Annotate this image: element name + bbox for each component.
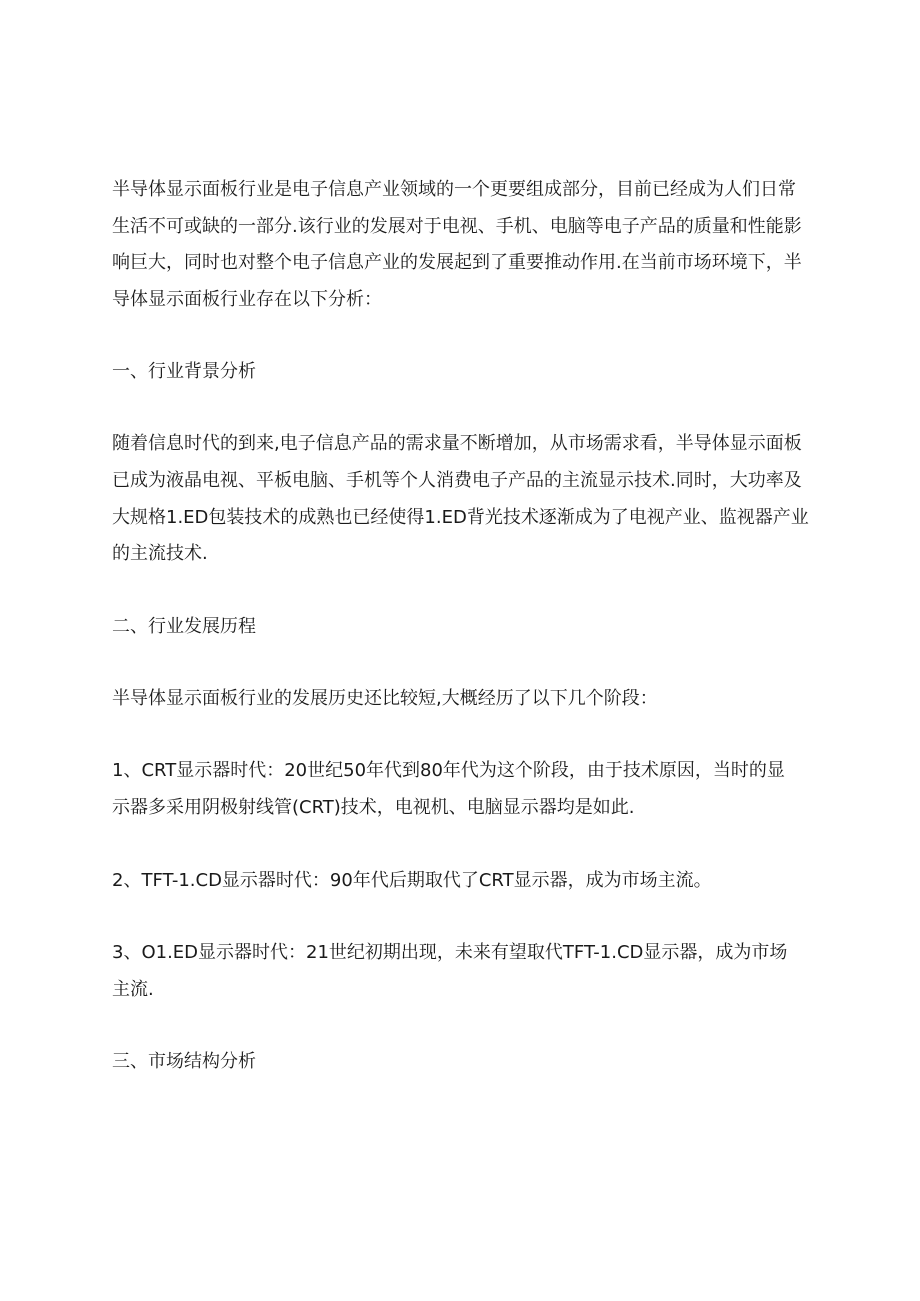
section-heading-history: 二、行业发展历程 (112, 615, 256, 637)
text-line: 半导体显示面板行业是电子信息产业领域的一个更要组成部分，目前已经成为人们日常 (112, 179, 796, 200)
text-line: 已成为液晶电视、平板电脑、手机等个人消费电子产品的主流显示技术.同时，大功率及 (112, 469, 802, 491)
history-item-tft-lcd (112, 863, 812, 900)
text-line: 的主流技术. (112, 543, 208, 565)
text-line: 主流. (112, 978, 154, 1000)
text-line: 1、CRT显示器时代：20世纪50年代到80年代为这个阶段，由于技术原因，当时的显 (112, 760, 785, 782)
text-line: 随着信息时代的到来,电子信息产品的需求量不断增加，从市场需求看，半导体显示面板 (112, 433, 802, 455)
background-paragraph (112, 426, 812, 572)
section-heading-market-structure: 三、市场结构分析 (112, 1051, 256, 1073)
text-line: 2、TFT-1.CD显示器时代：90年代后期取代了CRT显示器，成为市场主流。 (112, 869, 712, 891)
history-item-crt (112, 753, 812, 826)
history-intro (112, 681, 812, 718)
intro-paragraph (112, 172, 812, 318)
document-body (112, 172, 812, 1080)
text-line: 大规格1.ED包装技术的成熟也已经使得1.ED背光技术逐渐成为了电视产业、监视器产业 (112, 506, 809, 528)
section-heading-background: 一、行业背景分析 (112, 361, 256, 383)
history-item-oled (112, 935, 812, 1008)
text-line: 示器多采用阴极射线管(CRT)技术，电视机、电脑显示器均是如此. (112, 796, 635, 818)
text-line: 3、O1.ED显示器时代：21世纪初期出现，未来有望取代TFT-1.CD显示器，成为市场 (112, 942, 788, 964)
text-line: 半导体显示面板行业的发展历史还比较短,大概经历了以下几个阶段： (112, 687, 658, 709)
text-line: 生活不可或缺的一部分.该行业的发展对于电视、手机、电脑等电子产品的质量和性能影 (112, 215, 802, 237)
text-line: 响巨大，同时也对整个电子信息产业的发展起到了重要推动作用.在当前市场环境下，半 (112, 252, 802, 274)
text-line: 导体显示面板行业存在以下分析： (112, 288, 382, 310)
